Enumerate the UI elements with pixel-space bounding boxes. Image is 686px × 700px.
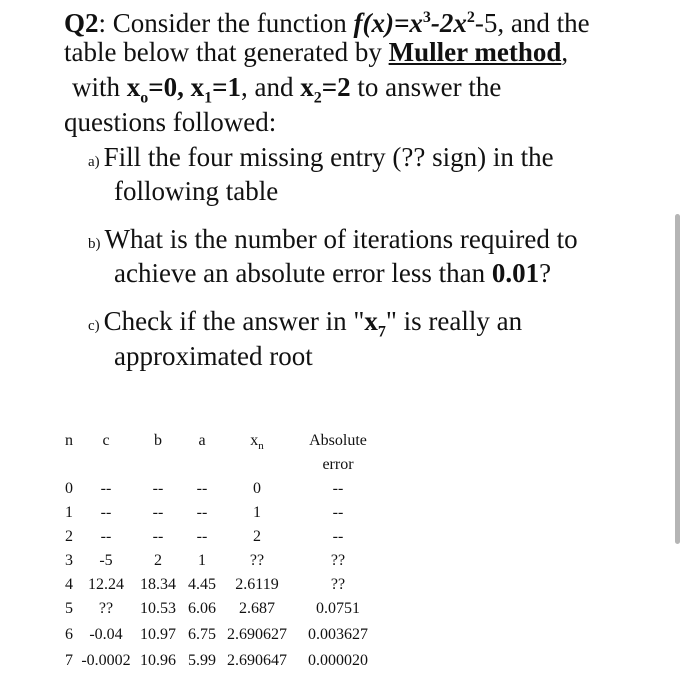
table-cell: 0.003627 (308, 626, 368, 643)
part-a-marker: a) (88, 154, 100, 170)
table-cell: 0.000020 (308, 652, 368, 669)
table-cell: -- (332, 528, 344, 545)
table-cell: 0 (65, 480, 73, 497)
table-cell: ?? (249, 552, 265, 569)
table-cell: 4.45 (188, 576, 216, 593)
table-cell: 7 (65, 652, 73, 669)
header-b: b (154, 432, 162, 449)
table-cell: 2 (154, 552, 162, 569)
table-cell: 6.75 (188, 626, 216, 643)
table-cell: ?? (98, 600, 114, 617)
table-cell: 10.97 (140, 626, 176, 643)
table-cell: 2.6119 (235, 576, 279, 593)
table-cell: 2.690627 (227, 626, 287, 643)
table-cell: 2.687 (239, 600, 275, 617)
method-name: Muller method (388, 37, 562, 67)
table-cell: 0 (253, 480, 261, 497)
table-cell: 18.34 (140, 576, 176, 593)
table-cell: -- (332, 504, 344, 521)
table-cell: 1 (198, 552, 206, 569)
header-n: n (65, 432, 73, 449)
question-line-4: questions followed: (64, 107, 277, 137)
table-cell: 2 (65, 528, 73, 545)
table-cell: 6 (65, 626, 73, 643)
header-a: a (198, 432, 206, 449)
table-cell: 5 (65, 600, 73, 617)
table-cell: 3 (65, 552, 73, 569)
table-cell: 10.96 (140, 652, 176, 669)
header-xn: $x_n$ (250, 432, 264, 453)
table-cell: 0.0751 (316, 600, 360, 617)
part-b-marker: b) (88, 236, 101, 252)
table-cell: -- (152, 480, 164, 497)
table-cell: ?? (330, 576, 346, 593)
table-cell: 6.06 (188, 600, 216, 617)
table-cell: -- (152, 504, 164, 521)
table-cell: 1 (253, 504, 261, 521)
table-cell: -- (100, 504, 112, 521)
table-cell: 12.24 (88, 576, 124, 593)
table-cell: -- (196, 504, 208, 521)
table-cell: -0.04 (89, 626, 123, 643)
table-cell: 2 (253, 528, 261, 545)
table-cell: 4 (65, 576, 73, 593)
table-cell: -- (196, 480, 208, 497)
table-cell: 2.690647 (227, 652, 287, 669)
question-line-2: table below that generated by Muller method, (64, 37, 569, 67)
header-error: error (322, 456, 354, 473)
table-cell: -0.0002 (81, 652, 131, 669)
table-cell: ?? (330, 552, 346, 569)
table-cell: 5.99 (188, 652, 216, 669)
table-cell: -- (152, 528, 164, 545)
table-cell: 1 (65, 504, 73, 521)
table-cell: 10.53 (140, 600, 176, 617)
table-cell: -- (196, 528, 208, 545)
header-absolute: Absolute (309, 432, 367, 449)
question-line-1: Q2: Consider the function $f(x)=x^3-2x^2-5$, and the (64, 8, 590, 38)
question-label: Q2 (64, 8, 99, 38)
header-c: c (102, 432, 110, 449)
part-c-marker: c) (88, 318, 100, 334)
table-cell: -- (100, 480, 112, 497)
table-cell: -- (332, 480, 344, 497)
table-cell: -- (100, 528, 112, 545)
question-line-3: with $x_o=0$, $x_1=1$, and $x_2=2$ to answer the (72, 72, 502, 107)
scrollbar[interactable] (675, 214, 680, 544)
table-cell: -5 (99, 552, 113, 569)
